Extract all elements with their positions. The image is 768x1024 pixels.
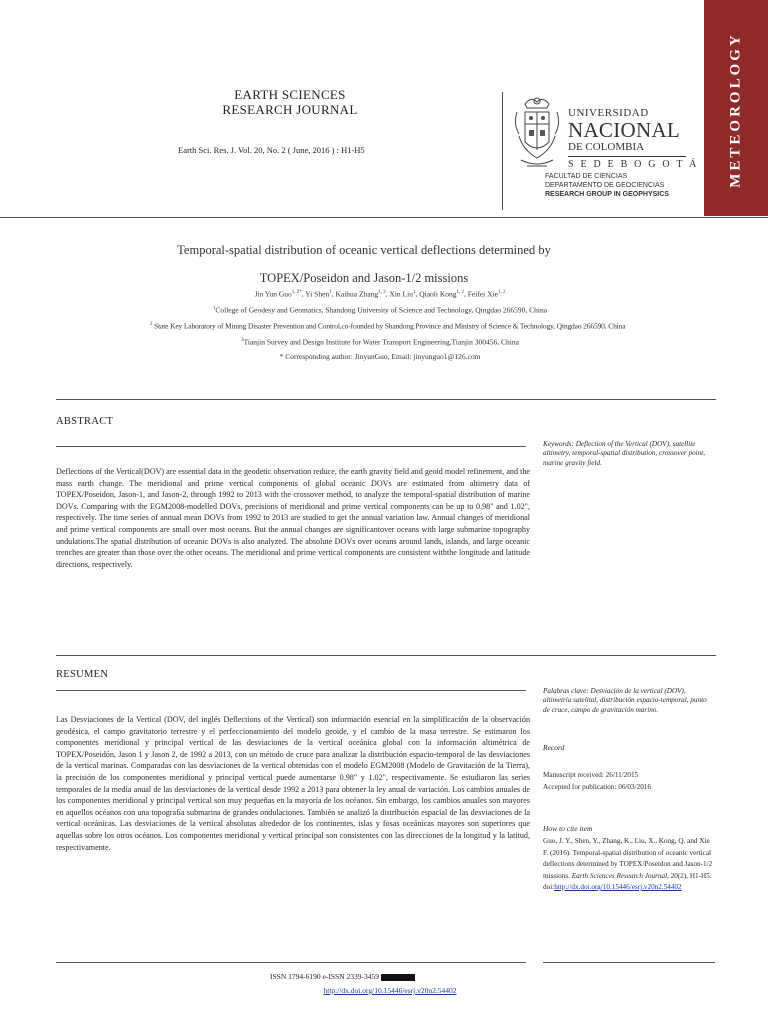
cite-doi-prefix: doi:	[543, 883, 555, 891]
affiliation-sup: 3	[241, 338, 244, 343]
journal-name-line1: EARTH SCIENCES	[234, 87, 346, 102]
cite-journal: Earth Sciences Research Journal,	[571, 871, 669, 880]
university-rule	[568, 156, 686, 157]
author-sup: 1, 2*	[291, 290, 302, 295]
affiliation-sup: 2	[150, 322, 153, 327]
university-line3: DE COLOMBIA	[568, 141, 645, 153]
author-name: Qiaoli Kong	[419, 289, 457, 299]
journal-name-line2: RESEARCH JOURNAL	[222, 102, 358, 117]
section-tab-label-wrap	[704, 0, 768, 216]
keywords-text: Deflection of the Vertical (DOV), satellite altimetry, temporal-spatial distribution, crossover point, marine gravity field.	[543, 440, 706, 467]
author-name: Yi Shen	[305, 289, 330, 299]
affiliation-text: State Key Laboratory of Mining Disaster Prevention and Control,co-founded by Shandong Province and Ministry of Science & Technology, Qingdao 266590, China	[154, 321, 626, 331]
footer-rule-right	[543, 962, 715, 963]
abstract-keywords	[543, 440, 715, 468]
abstract-heading: ABSTRACT	[56, 416, 114, 427]
affiliation-3	[150, 334, 610, 350]
footer-rule-left	[56, 962, 526, 963]
affiliation-2	[150, 318, 626, 334]
author-sup: 1	[412, 290, 416, 295]
affiliation-text: Tianjin Survey and Design Institute for Water Transport Engineering,Tianjin 300456, China	[243, 337, 519, 347]
author-sup: 1, 2	[497, 290, 506, 295]
record-dates	[543, 769, 715, 793]
affiliation-text: College of Geodesy and Geomatics, Shandong University of Science and Technology, Qingdao 266590, China	[215, 305, 548, 315]
creative-commons-icon	[381, 974, 415, 981]
corresponding-author: * Corresponding author: JinyunGuo, Email: jinyunguo1@126.com	[279, 352, 481, 361]
affiliation-sup: 1	[212, 306, 216, 311]
cite-body: Guo, J. Y., Shen, Y., Zhang, K., Liu, X., Kong, Q. and Xie F. (2016). Temporal-spatial distribution of oceanic vertical deflections determined by TOPEX/Poseidon and Jason-1/2 missions.	[543, 837, 713, 880]
resumen-keywords	[543, 687, 715, 715]
header-rule	[0, 217, 768, 218]
university-line2: NACIONAL	[568, 118, 681, 142]
article-title-line1: Temporal-spatial distribution of oceanic vertical deflections determined by	[177, 243, 551, 257]
cite-heading: How to cite item	[543, 824, 593, 833]
keywords-label: Keywords:	[543, 440, 574, 448]
faculty-block	[545, 172, 705, 199]
university-line1: UNIVERSIDAD	[568, 107, 649, 119]
footer-issn	[270, 972, 510, 981]
author-name: Feifei Xie	[467, 289, 498, 299]
research-group: RESEARCH GROUP IN GEOPHYSICS	[545, 191, 669, 198]
issn-text: ISSN 1794-6190 e-ISSN 2339-3459	[270, 972, 379, 981]
cite-volume: 20(2), H1-H5.	[670, 871, 712, 880]
keywords-label: Palabras clave:	[543, 687, 589, 695]
received-date: Manuscript received: 26/11/2015	[543, 771, 639, 779]
author-sup: 1, 2	[456, 290, 465, 295]
article-title	[120, 236, 608, 292]
accepted-date: Accepted for publication: 06/03/2016	[543, 783, 651, 791]
abstract-top-rule	[56, 399, 716, 400]
department: DEPARTAMENTO DE GEOCIENCIAS	[545, 182, 665, 189]
journal-citation: Earth Sci. Res. J. Vol. 20, No. 2 ( June, 2016 ) : H1-H5	[178, 145, 365, 155]
record-heading: Record	[543, 743, 565, 752]
section-tab-label: METEOROLOGY	[727, 32, 744, 188]
university-crest-icon	[511, 94, 563, 178]
university-name	[568, 107, 704, 171]
cite-text	[543, 836, 715, 894]
footer-doi-link[interactable]: http://dx.doi.org/10.15446/esrj.v20n2.54402	[323, 986, 457, 995]
author-name: Jin Yun Guo	[254, 289, 292, 299]
article-title-line2: TOPEX/Poseidon and Jason-1/2 missions	[259, 271, 469, 285]
authors-block	[150, 286, 626, 365]
keywords-text: Desviación de la vertical (DOV), altimetría satelital, distribución espacio-temporal, punto de cruce, campo de gravitación marino.	[543, 687, 707, 714]
affiliation-1	[150, 302, 610, 318]
faculty: FACULTAD DE CIENCIAS	[545, 173, 628, 180]
author-sup: 1, 3	[378, 290, 386, 295]
university-campus: S E D E B O G O T Á	[568, 159, 699, 170]
resumen-text: Las Desviaciones de la Vertical (DOV, del inglés Deflections of the Vertical) son información esencial en la simplificación de la observación geodésica, el campo gravitatorio terrestre y el perfeccionamiento del modelo geoide, y el cambio de la masa terrestre. Se estimaron los componentes meridional y principal vertical de las desviaciones de la vertical oceánica global con la información altimétrica de TOPEX/Poseidón, Jason 1 y Jason 2, de 1992 a 2013, con un método de cruce para analizar la distribución espacio-temporal de las desviaciones de la vertical marinas. Comparadas con las desviaciones de la vertical obtenidas con el modelo EGM2008 (Modelo de Gravitación de la Tierra), la precisión de los componentes meridional y principal vertical puede aumentarse 0.98" y 1.02", respectivamente. Se estudiaron las series temporales de la media anual de las desviaciones de la vertical desde 1992 a 2013 para obtener la ley anual de variación. Los cambios anuales de los componentes meridional y principal vertical son muy pequeñas en la mayoría de los océanos. Sin embargo, los cambios anuales son mayores en aquellos océanos con una topografía submarina de grandes ondulaciones. También se analizó la distribución espacial de las desviaciones de la vertical oceánicas. Las desviaciones de la vertical absolutas alrededor de los continentes, islas y fosas oceánicas mayores son superiores que aquellas sobre los otros océanos. Los componentes meridional y vertical principal son consistentes con las direcciones de la longitud y la latitud, respectivamente.	[56, 715, 530, 852]
author-list: Jin Yun Guo$^{1, 2*}$, Yi Shen$^1$, Kaihua Zhang$^{1, 3}$, Xin Liu$^1$, Qiaoli Kong$^{1, 2}$, Feifei Xie$^{1, 2}$	[254, 289, 506, 299]
cite-doi-link[interactable]: http://dx.doi.org/10.15446/esrj.v20n2.54402	[554, 883, 682, 891]
journal-name	[200, 87, 380, 117]
author-name: Xin Liu	[389, 289, 413, 299]
footer-doi	[305, 986, 475, 995]
resumen-top-rule	[56, 655, 716, 656]
header-divider	[502, 92, 503, 210]
author-name: Kaihua Zhang	[335, 289, 379, 299]
resumen-heading: RESUMEN	[56, 669, 109, 680]
abstract-rule	[56, 446, 526, 447]
abstract-text: Deflections of the Vertical(DOV) are essential data in the geodetic observation reduce, the earth gravity field and geoid model refinement, and the mass earth change. The meridional and prime vertical components of global oceanic DOVs are estimated from altimetry data of TOPEX/Poseidon, Jason-1, and Jason-2, through 1992 to 2013 with the crossover method, to analyze the temporal-spatial distribution of marine DOVs. Comparing with the EGM2008-modelled DOVs, precisions of meridional and prime vertical components can be up to 0.98" and 1.02", respectively. The time series of annual mean DOVs from 1992 to 2013 are studied to get the annual variation law. Annual changes of meridional and prime vertical components are small over most oceans. But the annual changes are significantover oceans with large submarine topography undulations.The spatial distribution of oceanic DOVs is also analyzed. The absolute DOVs over oceans around lands, islands, and large oceanic trenches are greater than those over the other oceans. The meridional and prime vertical components are consistent withthe longitude and latitude directions, respectively.	[56, 467, 530, 569]
resumen-rule	[56, 690, 526, 691]
author-sup: 1	[329, 290, 332, 295]
